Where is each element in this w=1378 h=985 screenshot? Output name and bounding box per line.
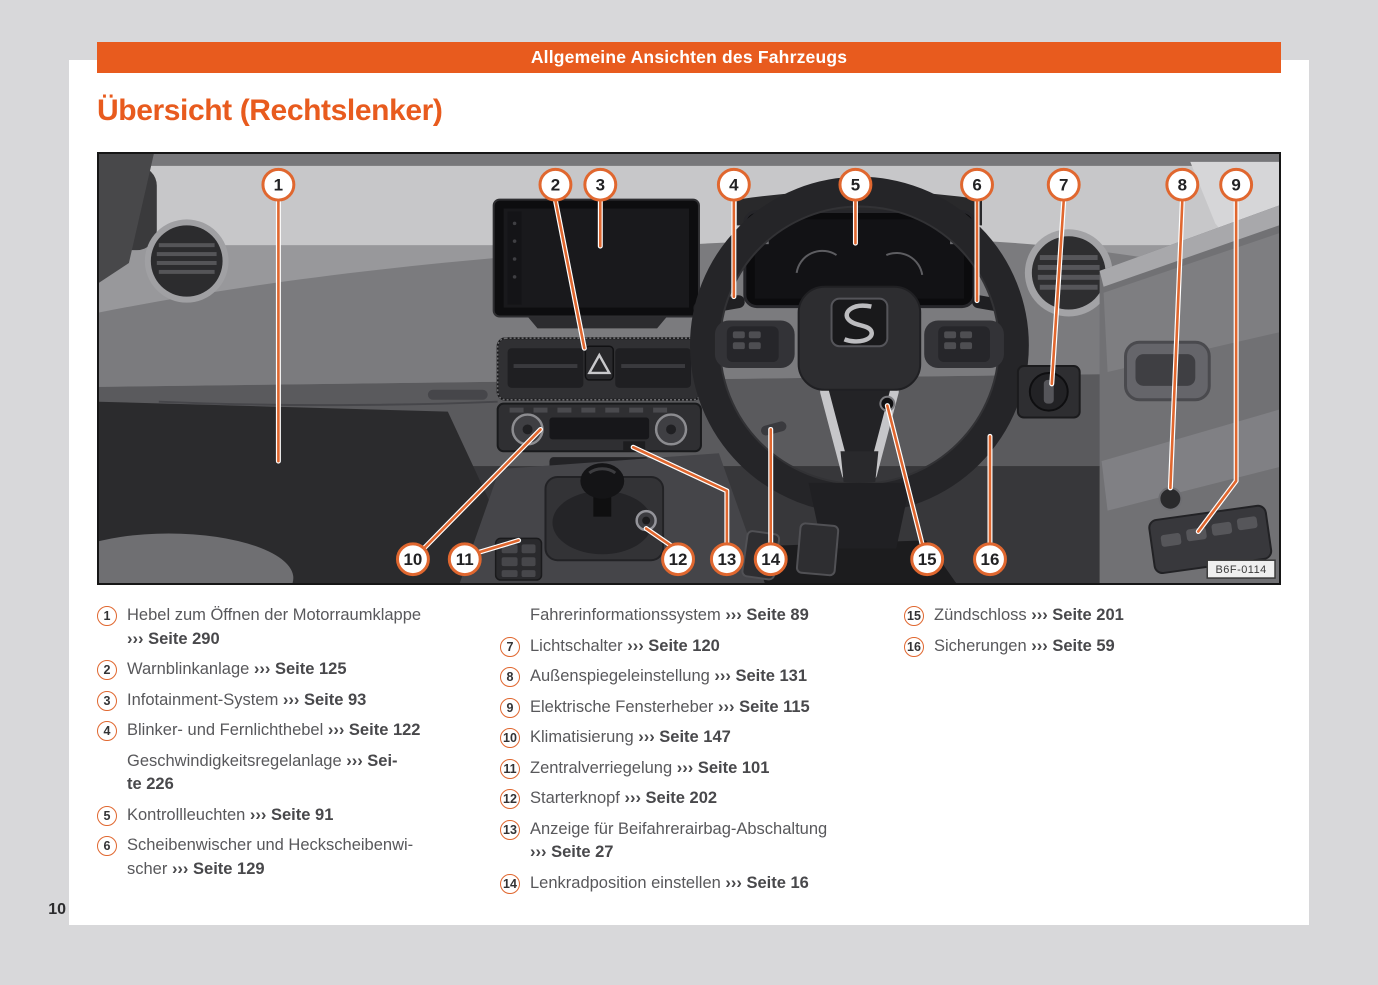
legend-item (97, 689, 479, 713)
legend-text-line: Fahrerinformationssystem ››› Seite 89 (530, 606, 809, 624)
legend-column-1 (97, 604, 479, 888)
legend-text-line: Geschwindigkeitsregelanlage ››› Sei- (127, 751, 398, 770)
legend-text-line: Kontrollleuchten ››› Seite 91 (127, 805, 334, 824)
legend-item (97, 658, 479, 682)
legend-text-line: Blinker- und Fernlichthebel ››› Seite 122 (127, 721, 421, 739)
page-title: Übersicht (Rechtslenker) (97, 94, 443, 127)
svg-text:5: 5 (850, 175, 861, 195)
legend-text-line: Zentralverriegelung ››› Seite 101 (530, 758, 770, 777)
legend-callout-badge: 3 (97, 691, 117, 711)
legend-text-line: Anzeige für Beifahrerairbag-Abschaltung (530, 819, 828, 838)
legend-text-line: ››› Seite 27 (530, 843, 614, 861)
legend-callout-badge: 16 (904, 637, 924, 657)
figure-code-box (1207, 560, 1275, 578)
infotainment-screen (494, 200, 699, 329)
svg-text:4: 4 (729, 175, 739, 195)
svg-text:6: 6 (972, 175, 982, 195)
figure-callout-13 (711, 544, 742, 575)
legend-text-line: scher ››› Seite 129 (127, 859, 265, 878)
legend-callout-badge: 13 (500, 820, 520, 840)
legend-callout-badge: 11 (500, 759, 520, 779)
svg-text:15: 15 (917, 550, 937, 570)
figure-callout-12 (663, 544, 694, 575)
legend-callout-badge: 2 (97, 660, 117, 680)
right-air-vent (1025, 229, 1113, 316)
mirror-adjust-knob (1159, 488, 1181, 510)
legend-callout-badge: 1 (97, 606, 117, 626)
figure-callout-1 (263, 169, 294, 200)
chapter-header-text: Allgemeine Ansichten des Fahrzeugs (530, 47, 848, 67)
door-panel (1100, 206, 1279, 583)
figure-callout-9 (1221, 169, 1252, 200)
legend-text-line: ››› Seite 290 (127, 629, 220, 648)
legend-callout-badge: 4 (97, 721, 117, 741)
figure-callout-3 (585, 169, 616, 200)
svg-text:16: 16 (980, 550, 1000, 570)
legend-text-line: Klimatisierung ››› Seite 147 (530, 728, 731, 746)
legend-item (97, 750, 479, 797)
figure-callout-2 (540, 169, 571, 200)
svg-text:9: 9 (1231, 175, 1241, 195)
svg-text:2: 2 (550, 175, 561, 195)
legend-callout-badge: 8 (500, 667, 520, 687)
legend-text-line: Infotainment-System ››› Seite 93 (127, 690, 367, 709)
svg-text:13: 13 (717, 550, 737, 570)
glovebox-handle (428, 390, 488, 400)
legend-item (97, 834, 479, 881)
legend-item (500, 604, 884, 628)
page-number: 10 (48, 901, 66, 918)
legend-text-line: Elektrische Fensterheber ››› Seite 115 (530, 697, 810, 716)
legend-text-line: Lichtschalter ››› Seite 120 (530, 636, 720, 655)
figure-callout-4 (718, 169, 749, 200)
legend-text-line: Scheibenwischer und Heckscheibenwi- (127, 836, 414, 854)
svg-text:11: 11 (455, 550, 474, 570)
figure-callout-6 (962, 169, 993, 200)
legend-item (500, 787, 884, 811)
legend-column-3 (904, 604, 1282, 665)
figure-callout-5 (840, 169, 871, 200)
dashboard-illustration (99, 154, 1279, 583)
legend-callout-badge: 9 (500, 698, 520, 718)
svg-text:8: 8 (1177, 175, 1188, 195)
legend-item (500, 726, 884, 750)
legend-text-line: Außenspiegeleinstellung ››› Seite 131 (530, 667, 808, 685)
legend-item (500, 757, 884, 781)
dashboard-figure (97, 152, 1281, 585)
svg-text:12: 12 (668, 550, 688, 570)
legend-item (500, 665, 884, 689)
legend-text-line: Warnblinkanlage ››› Seite 125 (127, 660, 347, 678)
left-air-vent (145, 219, 229, 302)
legend-item (904, 635, 1282, 659)
legend-callout-badge: 12 (500, 789, 520, 809)
legend-item (500, 635, 884, 659)
svg-text:14: 14 (761, 550, 781, 570)
legend-callout-badge: 5 (97, 806, 117, 826)
legend-item (500, 872, 884, 896)
legend-indent-spacer (500, 604, 520, 605)
legend-text-line: te 226 (127, 775, 174, 793)
legend-callout-badge: 6 (97, 836, 117, 856)
legend-callout-badge: 15 (904, 606, 924, 626)
figure-callout-8 (1167, 169, 1198, 200)
figure-callout-7 (1048, 169, 1079, 200)
svg-text:3: 3 (595, 175, 606, 195)
legend-callout-badge: 7 (500, 637, 520, 657)
figure-code: B6F-0114 (1215, 564, 1267, 577)
svg-text:7: 7 (1059, 175, 1069, 195)
legend-item (97, 719, 479, 743)
legend-text-line: Hebel zum Öffnen der Motorraumklappe (127, 606, 422, 624)
legend-item (97, 804, 479, 828)
svg-text:10: 10 (403, 550, 423, 570)
legend-text-line: Lenkradposition einstellen ››› Seite 16 (530, 873, 809, 892)
legend-column-2 (500, 604, 884, 902)
chapter-header-bar (97, 42, 1281, 73)
legend-callout-badge: 14 (500, 874, 520, 894)
light-switch (1018, 366, 1080, 418)
figure-callout-16 (975, 544, 1006, 575)
hazard-light-button (585, 346, 613, 380)
legend-text-line: Starterknopf ››› Seite 202 (530, 789, 718, 807)
figure-callout-15 (912, 544, 943, 575)
legend-indent-spacer (97, 750, 117, 751)
figure-callout-11 (449, 544, 480, 575)
legend-item (500, 818, 884, 865)
legend-item (500, 696, 884, 720)
legend-callout-badge: 10 (500, 728, 520, 748)
legend-item (97, 604, 479, 651)
legend-item (904, 604, 1282, 628)
legend-text-line: Zündschloss ››› Seite 201 (934, 606, 1124, 624)
figure-callout-10 (397, 544, 428, 575)
svg-text:1: 1 (273, 175, 284, 195)
legend-text-line: Sicherungen ››› Seite 59 (934, 636, 1115, 655)
figure-callout-14 (755, 544, 786, 575)
